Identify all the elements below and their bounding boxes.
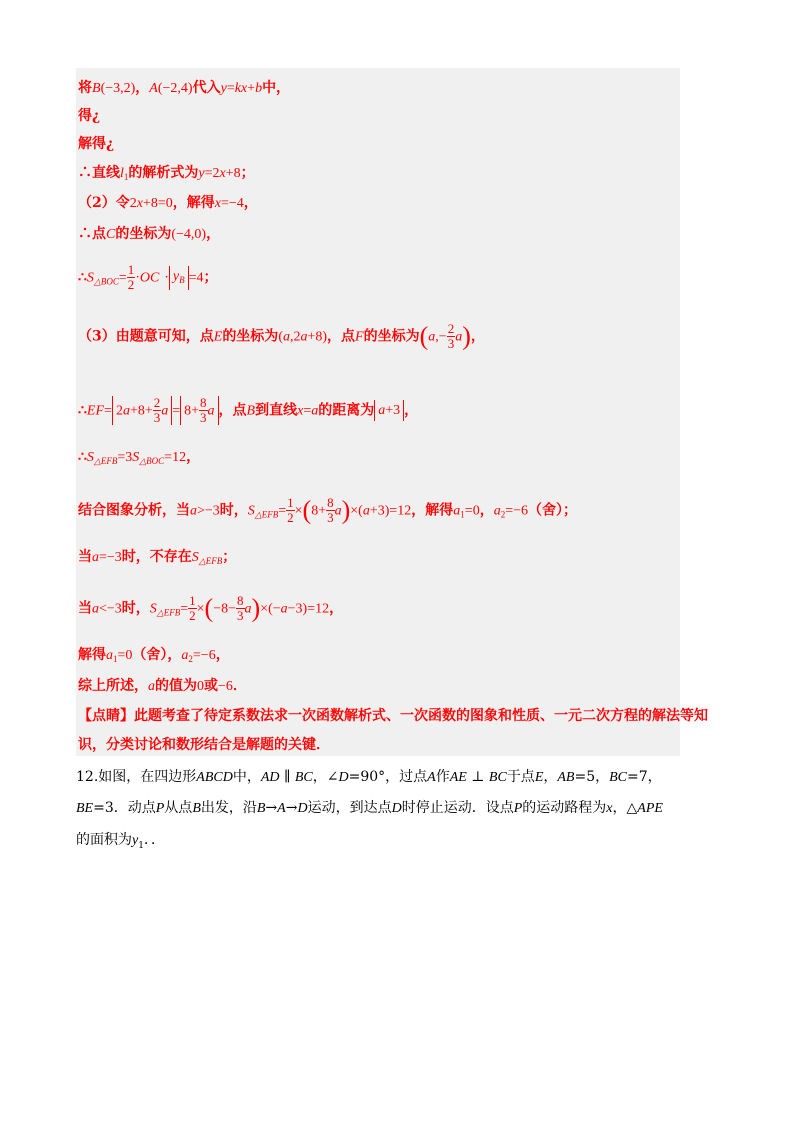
question-12-line-1: 12.如图，在四边形ABCD中，AD ∥ BC，∠D=90°，过点A作AE ⊥ BC于点E，AB=5，BC=7， bbox=[76, 769, 662, 785]
solution-line-7: $\therefore S_{\triangle BOC}=$ $\frac{1}{2}$ $\cdot OC \cdot y_B =4$； bbox=[78, 262, 218, 292]
solution-line-1: 将B(−3,2)，A(−2,4)代入y=kx+b中， bbox=[78, 80, 291, 96]
solution-line-10: $\therefore S_{\triangle EFB}=3S_{\triangle BOC}=12$， bbox=[78, 449, 201, 466]
solution-line-14: 解得$a_1=0$（舍），$a_2=-6$， bbox=[78, 647, 230, 664]
solution-line-8: （3）由题意可知，点E的坐标为(a,2a+8)，点F的坐标为(a,− $\frac{2}{3}$ a)， bbox=[78, 321, 485, 351]
solution-line-16: 【点睛】此题考查了待定系数法求一次函数解析式、一次函数的图象和性质、一元二次方程的解法等知 bbox=[78, 708, 708, 724]
question-12-line-3: 的面积为$y_1$．． bbox=[76, 832, 165, 851]
solution-line-3: 解得¿ bbox=[78, 136, 115, 152]
solution-line-11: 结合图象分析，当a>−3时，$S_{\triangle EFB}=$ $\frac{1}{2}$ ×(8+ $\frac{8}{3}$ a)×(a+3)=12，解得$a_1=0$，$a_2=-6$（舍）； bbox=[78, 495, 577, 525]
solution-line-17: 识，分类讨论和数形结合是解题的关键． bbox=[78, 737, 330, 753]
solution-line-15: 综上所述，a的值为0或−6． bbox=[78, 678, 247, 694]
solution-line-2: 得¿ bbox=[78, 108, 101, 124]
solution-line-6: ∴点C的坐标为(−4,0)， bbox=[78, 226, 221, 242]
solution-line-4: ∴直线$l_1$的解析式为y=2x+8； bbox=[78, 165, 255, 182]
solution-line-5: （2）令2x+8=0，解得x=−4， bbox=[78, 195, 258, 211]
solution-line-13: 当a<−3时，$S_{\triangle EFB}=$ $\frac{1}{2}$ ×(−8− $\frac{8}{3}$ a)×(−a−3)=12， bbox=[78, 593, 344, 623]
question-12-line-2: BE=3．动点P从点B出发，沿B→A→D运动，到达点D时停止运动．设点P的运动路程为x，△APE bbox=[76, 800, 663, 816]
solution-line-9: ∴EF= 2a+8+ $\frac{2}{3}$ a = 8+ $\frac{8}{3}$ a ，点B到直线x=a的距离为 a+3 ， bbox=[78, 395, 419, 425]
solution-line-12: 当a=−3时，不存在$S_{\triangle EFB}$； bbox=[78, 549, 237, 566]
